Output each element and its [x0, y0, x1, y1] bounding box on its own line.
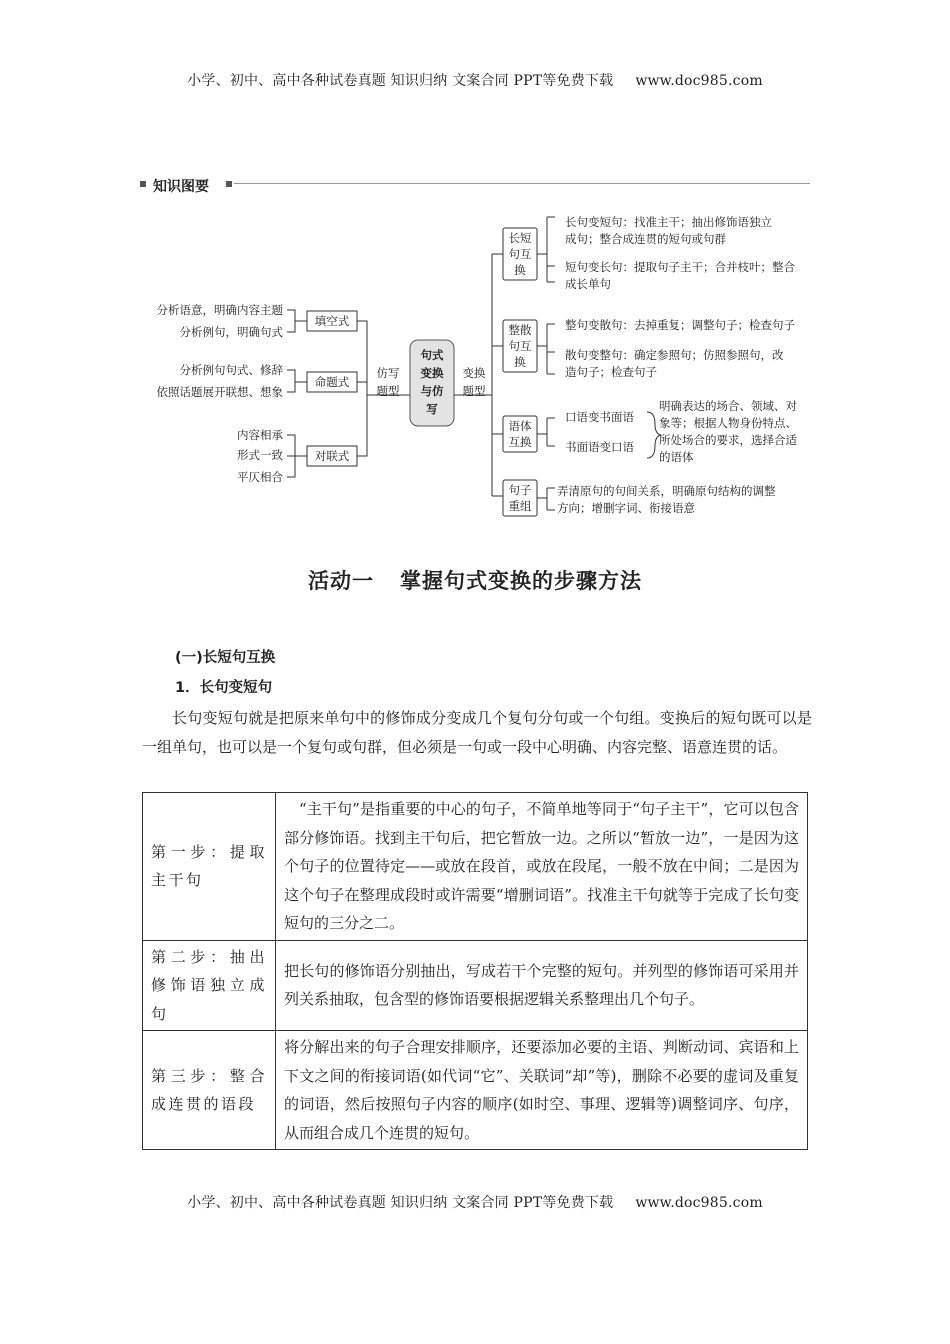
mindmap-leaf: 平仄相合	[237, 470, 283, 484]
mindmap-node-label: 句互	[508, 247, 532, 261]
activity-label: 活动一	[308, 569, 374, 593]
step-value: 把长句的修饰语分别抽出，写成若干个完整的短句。并列型的修饰语可采用并列关系抽取，包含型的修饰语要根据逻辑关系整理出几个句子。	[276, 940, 808, 1031]
table-row	[143, 940, 808, 1031]
mindmap-center-label: 写	[426, 402, 438, 416]
mindmap-node-label: 语体	[508, 419, 532, 433]
mindmap-leaf: 分析例句，明确句式	[179, 325, 283, 339]
mindmap-leaf: 弄清原句的句间关系，明确原句结构的调整	[557, 484, 776, 498]
section-rule	[234, 183, 810, 184]
mindmap-leaf: 整句变散句：去掉重复；调整句子；检查句子	[565, 318, 795, 332]
mindmap-node-label: 互换	[508, 435, 532, 449]
footer-text: 小学、初中、高中各种试卷真题 知识归纳 文案合同 PPT等免费下载	[187, 1195, 614, 1211]
mindmap-node-label: 对联式	[314, 449, 350, 463]
mindmap-leaf: 散句变整句：确定参照句；仿照参照句，改	[565, 348, 784, 362]
mindmap-note: 的语体	[659, 450, 694, 464]
mindmap-note: 所处场合的要求，选择合适	[659, 433, 797, 447]
square-bullet-icon	[226, 181, 232, 187]
step-key: 第三步：整合成连贯的语段	[143, 1031, 276, 1150]
mindmap-center-label: 句式	[420, 348, 444, 362]
mindmap-node-label: 重组	[508, 499, 532, 513]
activity-title: 掌握句式变换的步骤方法	[400, 569, 642, 593]
mindmap-branch-label: 变换	[462, 366, 486, 380]
table-row	[143, 1031, 808, 1150]
mindmap-leaf: 依照话题展开联想、想象	[156, 385, 283, 399]
mindmap-leaf: 分析例句句式、修辞	[179, 363, 283, 377]
square-bullet-icon	[140, 181, 146, 187]
intro-paragraph: 长句变短句就是把原来单句中的修饰成分变成几个复句分句或一个句组。变换后的短句既可以是一组单句，也可以是一个复句或句群，但必须是一句或一段中心明确、内容完整、语意连贯的话。	[142, 709, 812, 756]
page-header	[0, 70, 950, 90]
mindmap-center-label: 与仿	[420, 384, 444, 398]
header-url[interactable]: www.doc985.com	[635, 73, 763, 89]
mindmap-node-label: 句互	[508, 339, 532, 353]
mindmap-branch-label: 仿写	[376, 366, 400, 380]
header-text: 小学、初中、高中各种试卷真题 知识归纳 文案合同 PPT等免费下载	[187, 73, 614, 89]
mindmap-note: 明确表达的场合、领域、对	[659, 399, 797, 413]
activity-heading	[0, 565, 950, 595]
mindmap-node-label: 换	[514, 355, 526, 369]
mindmap-leaf: 内容相承	[237, 428, 283, 442]
steps-table	[142, 792, 808, 1150]
mindmap-node-label: 填空式	[314, 314, 350, 328]
mindmap-node-label: 整散	[508, 323, 532, 337]
section-title-bar	[140, 176, 810, 194]
mindmap-leaf: 口语变书面语	[565, 410, 634, 424]
mindmap-leaf: 短句变长句：提取句子主干；合并枝叶；整合	[565, 260, 795, 274]
section-title: 知识图要	[153, 179, 209, 195]
mindmap-leaf: 长句变短句：找准主干；抽出修饰语独立	[565, 215, 772, 229]
table-row	[143, 793, 808, 941]
mindmap-node-label: 长短	[508, 231, 532, 245]
mindmap-node-label: 句子	[508, 483, 532, 497]
subsection-heading: (一)长短句互换	[175, 650, 276, 666]
mindmap-leaf: 造句子；检查句子	[565, 365, 657, 379]
mindmap-leaf: 分析语意，明确内容主题	[156, 303, 283, 317]
mindmap-leaf: 成句；整合成连贯的短句或句群	[565, 232, 726, 246]
mindmap-leaf: 形式一致	[237, 448, 283, 462]
page-footer	[0, 1192, 950, 1212]
step-value: 将分解出来的句子合理安排顺序，还要添加必要的主语、判断动词、宾语和上下文之间的衔接词语(如代词“它”、关联词“却”等)，删除不必要的虚词及重复的词语，然后按照句子内容的顺序(如时空、事理、逻辑等)调整词序、句序，从而组合成几个连贯的短句。	[276, 1031, 808, 1150]
mindmap-center-label: 变换	[420, 366, 444, 380]
knowledge-mindmap	[135, 200, 815, 520]
mindmap-node-label: 换	[514, 263, 526, 277]
mindmap-leaf: 成长单句	[565, 277, 611, 291]
mindmap-branch-label: 题型	[376, 384, 400, 398]
mindmap-branch-label: 题型	[462, 384, 486, 398]
step-key: 第二步：抽出修饰语独立成句	[143, 940, 276, 1031]
mindmap-leaf: 方向；增删字词、衔接语意	[557, 501, 695, 515]
mindmap-note: 象等；根据人物身份特点、	[659, 416, 797, 430]
step-value: “主干句”是指重要的中心的句子，不简单地等同于“句子主干”，它可以包含部分修饰语。找到主干句后，把它暂放一边。之所以“暂放一边”，一是因为这个句子的位置待定——或放在段首，或放在段尾，一般不放在中间；二是因为这个句子在整理成段时或许需要“增删词语”。找准主干句就等于完成了长句变短句的三分之二。	[276, 793, 808, 941]
footer-url[interactable]: www.doc985.com	[635, 1195, 763, 1211]
mindmap-node-label: 命题式	[314, 375, 350, 389]
step-key: 第一步：提取主干句	[143, 793, 276, 941]
subsection-heading: 1．长句变短句	[175, 680, 273, 696]
mindmap-leaf: 书面语变口语	[565, 440, 634, 454]
